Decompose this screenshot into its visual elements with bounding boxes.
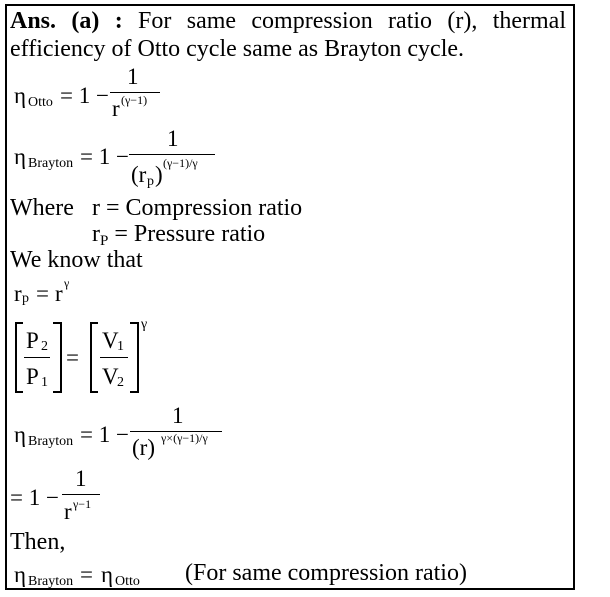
v-denominator-sub: 2 bbox=[117, 375, 124, 390]
exponent-brayton-substituted: γ×(γ−1)/γ bbox=[161, 431, 208, 445]
eta-symbol: η bbox=[14, 562, 27, 587]
definition-rp-r: r bbox=[92, 221, 100, 247]
exponent-final: γ−1 bbox=[73, 497, 92, 511]
p-numerator: P bbox=[26, 328, 39, 353]
eta-symbol: η bbox=[14, 422, 27, 447]
right-bracket-2 bbox=[137, 322, 139, 393]
right-bracket-1-top bbox=[53, 322, 61, 324]
rhs-r: r bbox=[55, 281, 63, 306]
equals-one-minus: = 1 − bbox=[10, 485, 59, 510]
denominator-r: r bbox=[64, 499, 72, 524]
exponent-brayton: (γ−1)/γ bbox=[163, 156, 198, 170]
right-bracket-1-bottom bbox=[53, 391, 61, 393]
eta-subscript-otto: Otto bbox=[28, 95, 53, 110]
numerator-one: 1 bbox=[75, 466, 87, 491]
v-numerator-sub: 1 bbox=[117, 339, 124, 354]
definition-rp-sub: P bbox=[100, 233, 109, 249]
equals: = bbox=[36, 281, 49, 306]
fraction-bar bbox=[24, 357, 50, 358]
v-denominator: V bbox=[102, 364, 119, 389]
eta-symbol: η bbox=[14, 83, 27, 108]
intro-line-2: efficiency of Otto cycle same as Brayton cycle. bbox=[10, 36, 465, 62]
p-denominator: P bbox=[26, 364, 39, 389]
denominator-rp-sub: p bbox=[147, 174, 154, 189]
fraction-bar bbox=[62, 494, 100, 495]
right-bracket-1 bbox=[60, 322, 62, 393]
definition-rp bbox=[92, 221, 266, 249]
definition-rp-text: = Pressure ratio bbox=[108, 221, 266, 247]
equals-one-minus: = 1 − bbox=[80, 422, 129, 447]
equals-one-minus: = 1 − bbox=[60, 83, 109, 108]
we-know-that: We know that bbox=[10, 247, 143, 273]
definition-r: r = Compression ratio bbox=[92, 195, 303, 221]
intro-text: For same compression ratio (r), thermal bbox=[138, 8, 566, 34]
rp-sub: p bbox=[22, 291, 29, 306]
denominator-rp-close: ) bbox=[155, 162, 163, 187]
fraction-bar bbox=[100, 357, 128, 358]
equals: = bbox=[80, 562, 93, 587]
left-bracket-1-top bbox=[15, 322, 23, 324]
conclusion-note: (For same compression ratio) bbox=[185, 560, 467, 586]
then-label: Then, bbox=[10, 529, 66, 555]
numerator-one: 1 bbox=[127, 64, 139, 89]
numerator-one: 1 bbox=[167, 126, 179, 151]
intro-line-1 bbox=[10, 9, 566, 33]
left-bracket-2 bbox=[90, 322, 92, 393]
numerator-one: 1 bbox=[172, 403, 184, 428]
denominator-rp-open: (r bbox=[131, 162, 147, 187]
left-bracket-1-bottom bbox=[15, 391, 23, 393]
eta-symbol: η bbox=[101, 562, 114, 587]
rp-r: r bbox=[14, 281, 22, 306]
right-bracket-2-bottom bbox=[130, 391, 138, 393]
left-bracket-1 bbox=[15, 322, 17, 393]
eta-subscript-brayton: Brayton bbox=[28, 574, 74, 589]
eta-subscript-otto: Otto bbox=[115, 574, 140, 589]
equals: = bbox=[66, 345, 79, 370]
left-bracket-2-top bbox=[90, 322, 98, 324]
v-numerator: V bbox=[102, 328, 119, 353]
exponent-gamma: γ bbox=[141, 317, 148, 332]
denominator-r: r bbox=[112, 96, 120, 121]
left-bracket-2-bottom bbox=[90, 391, 98, 393]
eta-subscript-brayton: Brayton bbox=[28, 156, 74, 171]
equals-one-minus: = 1 − bbox=[80, 144, 129, 169]
exponent-otto: (γ−1) bbox=[121, 93, 148, 107]
answer-label: Ans. (a) : bbox=[10, 8, 123, 34]
denominator-r: (r) bbox=[132, 435, 155, 460]
p-numerator-sub: 2 bbox=[41, 339, 48, 354]
where-label: Where bbox=[10, 195, 74, 221]
eta-symbol: η bbox=[14, 144, 27, 169]
exponent-gamma: γ bbox=[64, 276, 70, 290]
eta-subscript-brayton: Brayton bbox=[28, 434, 74, 449]
right-bracket-2-top bbox=[130, 322, 138, 324]
p-denominator-sub: 1 bbox=[41, 375, 48, 390]
